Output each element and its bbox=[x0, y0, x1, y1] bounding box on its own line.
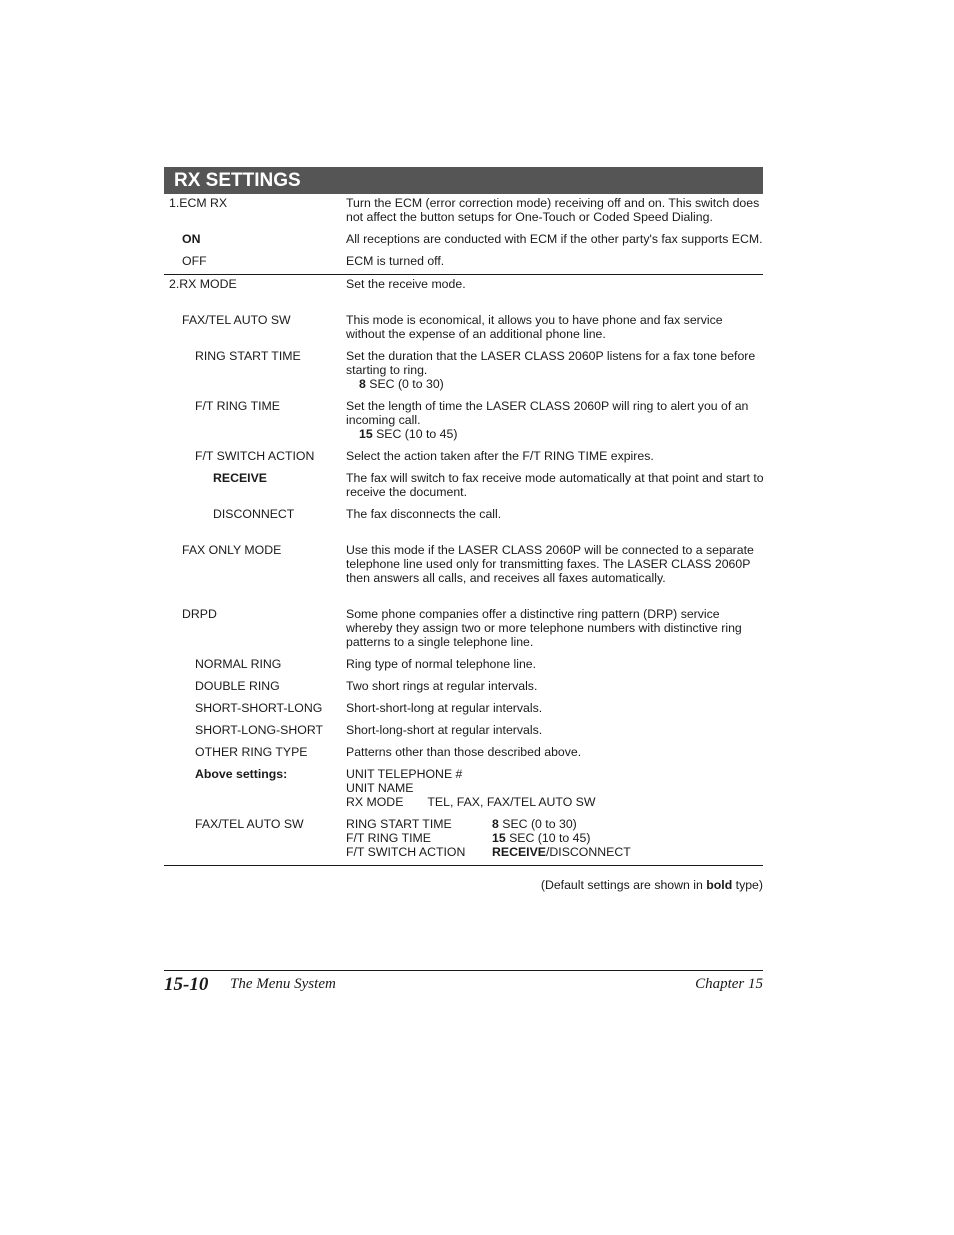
receive-row bbox=[164, 471, 763, 499]
setting-ft-ring bbox=[346, 831, 764, 845]
ft-ring-row bbox=[164, 399, 763, 441]
setting-ring-start bbox=[346, 817, 764, 831]
faxonly-row bbox=[164, 543, 763, 585]
ft-ring-default-value: 15 bbox=[359, 427, 373, 441]
rx-settings-table bbox=[164, 167, 763, 866]
disconnect-desc: The fax disconnects the call. bbox=[346, 507, 502, 521]
faxtel-settings-row bbox=[164, 817, 763, 859]
setting-ring-start-range: SEC (0 to 30) bbox=[498, 817, 577, 831]
ecm-on-label: ON bbox=[182, 232, 201, 246]
above-settings-label: Above settings: bbox=[195, 767, 288, 781]
normal-ring-row bbox=[164, 657, 763, 671]
double-ring-row bbox=[164, 679, 763, 693]
drpd-label: DRPD bbox=[182, 607, 217, 621]
rx-mode-section bbox=[164, 275, 763, 866]
ring-start-range: SEC (0 to 30) bbox=[365, 377, 444, 391]
footer-title: The Menu System bbox=[230, 976, 336, 992]
sls-label: SHORT-LONG-SHORT bbox=[195, 723, 323, 737]
ecm-off-desc: ECM is turned off. bbox=[346, 254, 445, 268]
faxtel-label: FAX/TEL AUTO SW bbox=[182, 313, 291, 327]
above-line-1: UNIT TELEPHONE # bbox=[346, 767, 463, 781]
ssl-label: SHORT-SHORT-LONG bbox=[195, 701, 323, 715]
ft-switch-row bbox=[164, 449, 763, 463]
faxtel-row bbox=[164, 313, 763, 341]
ring-start-default bbox=[346, 377, 764, 391]
faxonly-desc: Use this mode if the LASER CLASS 2060P will be connected to a separate telephone line used only for transmitting faxes. The LASER CLASS 2060P then answers all calls, and receives all faxes automatically. bbox=[346, 543, 754, 585]
ssl-row bbox=[164, 701, 763, 715]
rx-mode-desc: Set the receive mode. bbox=[346, 277, 466, 291]
faxtel-desc: This mode is economical, it allows you to have phone and fax service without the expense of an additional phone line. bbox=[346, 313, 723, 341]
drpd-desc: Some phone companies offer a distinctive ring pattern (DRP) service whereby they assign two or more telephone numbers with distinctive ring patterns to a single telephone line. bbox=[346, 607, 742, 649]
setting-ft-switch-default: RECEIVE bbox=[492, 845, 546, 859]
section-title: RX SETTINGS bbox=[164, 167, 763, 194]
default-settings-caption bbox=[164, 878, 763, 892]
ft-switch-desc: Select the action taken after the F/T RING TIME expires. bbox=[346, 449, 654, 463]
caption-pre: (Default settings are shown in bbox=[540, 878, 707, 892]
setting-ft-ring-default: 15 bbox=[492, 831, 506, 845]
page-number: 15-10 bbox=[164, 974, 209, 995]
ring-start-label: RING START TIME bbox=[195, 349, 301, 363]
ring-start-desc: Set the duration that the LASER CLASS 2060P listens for a fax tone before starting to ring. bbox=[346, 349, 756, 377]
setting-ring-start-default: 8 bbox=[492, 817, 499, 831]
footer-rule bbox=[164, 970, 763, 971]
setting-ft-switch-name: F/T SWITCH ACTION bbox=[346, 845, 466, 859]
setting-ft-switch bbox=[346, 845, 764, 859]
double-ring-desc: Two short rings at regular intervals. bbox=[346, 679, 538, 693]
above-line-2: UNIT NAME bbox=[346, 781, 414, 795]
above-rx-mode-options: TEL, FAX, FAX/TEL AUTO SW bbox=[427, 795, 596, 809]
rx-mode-row bbox=[164, 277, 763, 291]
ft-ring-range: SEC (10 to 45) bbox=[372, 427, 458, 441]
drpd-row bbox=[164, 607, 763, 649]
ft-ring-desc: Set the length of time the LASER CLASS 2060P will ring to alert you of an incoming call. bbox=[346, 399, 749, 427]
ecm-rx-row bbox=[164, 196, 763, 224]
ft-ring-label: F/T RING TIME bbox=[195, 399, 280, 413]
caption-post: type) bbox=[732, 878, 763, 892]
other-ring-label: OTHER RING TYPE bbox=[195, 745, 308, 759]
setting-ft-switch-options: /DISCONNECT bbox=[546, 845, 631, 859]
setting-ft-ring-name: F/T RING TIME bbox=[346, 831, 431, 845]
footer-chapter: Chapter 15 bbox=[695, 976, 763, 992]
page-footer bbox=[164, 974, 763, 996]
ring-start-row bbox=[164, 349, 763, 391]
ecm-rx-label: 1.ECM RX bbox=[169, 196, 228, 210]
sls-row bbox=[164, 723, 763, 737]
ecm-on-row bbox=[164, 232, 763, 246]
ecm-off-row bbox=[164, 254, 763, 268]
faxonly-label: FAX ONLY MODE bbox=[182, 543, 282, 557]
disconnect-label: DISCONNECT bbox=[213, 507, 295, 521]
normal-ring-label: NORMAL RING bbox=[195, 657, 282, 671]
ft-switch-label: F/T SWITCH ACTION bbox=[195, 449, 315, 463]
receive-desc: The fax will switch to fax receive mode automatically at that point and start to receive the document. bbox=[346, 471, 764, 499]
faxtel-settings-label: FAX/TEL AUTO SW bbox=[195, 817, 304, 831]
double-ring-label: DOUBLE RING bbox=[195, 679, 280, 693]
ecm-on-desc: All receptions are conducted with ECM if the other party's fax supports ECM. bbox=[346, 232, 763, 246]
ecm-rx-section bbox=[164, 194, 763, 275]
above-rx-mode: RX MODE bbox=[346, 795, 404, 809]
above-settings-row bbox=[164, 767, 763, 809]
disconnect-row bbox=[164, 507, 763, 521]
sls-desc: Short-long-short at regular intervals. bbox=[346, 723, 543, 737]
ft-ring-default bbox=[346, 427, 764, 441]
rx-mode-label: 2.RX MODE bbox=[169, 277, 237, 291]
other-ring-desc: Patterns other than those described above. bbox=[346, 745, 582, 759]
setting-ring-start-name: RING START TIME bbox=[346, 817, 452, 831]
ssl-desc: Short-short-long at regular intervals. bbox=[346, 701, 543, 715]
ring-start-default-value: 8 bbox=[359, 377, 366, 391]
above-line-3 bbox=[346, 795, 764, 809]
ecm-rx-desc: Turn the ECM (error correction mode) receiving off and on. This switch does not affect the button setups for One-Touch or Coded Speed Dialing. bbox=[346, 196, 760, 224]
caption-bold: bold bbox=[706, 878, 733, 892]
receive-label: RECEIVE bbox=[213, 471, 267, 485]
other-ring-row bbox=[164, 745, 763, 759]
normal-ring-desc: Ring type of normal telephone line. bbox=[346, 657, 537, 671]
setting-ft-ring-range: SEC (10 to 45) bbox=[505, 831, 591, 845]
ecm-off-label: OFF bbox=[182, 254, 207, 268]
